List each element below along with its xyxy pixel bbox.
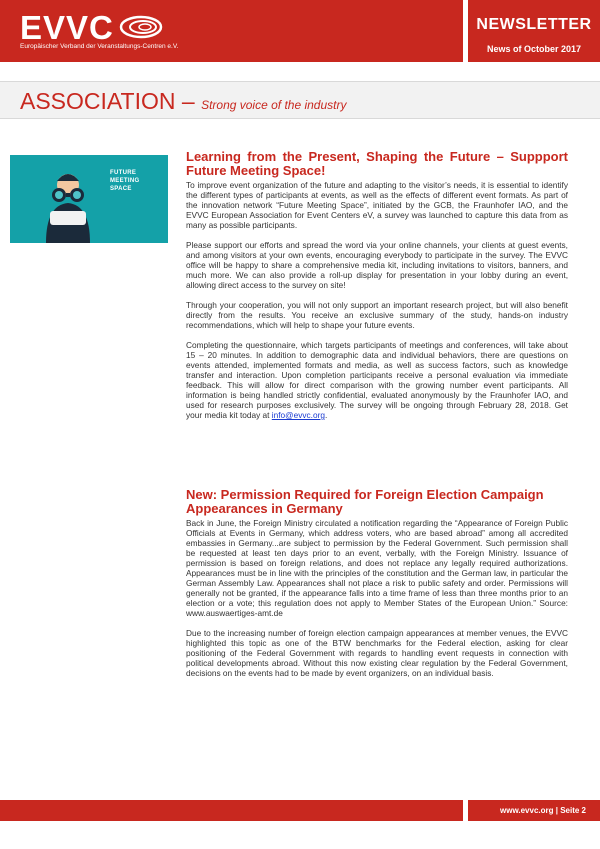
evvc-logo: EVVC: [20, 9, 114, 46]
article-election-campaign: [186, 488, 568, 688]
article-future-meeting-space: [186, 150, 568, 430]
section-band: [0, 81, 600, 119]
hero-caption-line: SPACE: [110, 186, 132, 192]
article-paragraph: To improve event organization of the future and adapting to the visitor’s needs, it is essential to identify the different types of participants at events, as well as the effects of different event formats. As part of the innovation network “Future Meeting Space”, initiated by the GCB, the Fraunhofer IAO, and the EVVC European Association for Event Centers eV, a survey was launched to capture this data from as many as possible participants.: [186, 180, 568, 230]
section-heading: [20, 88, 346, 118]
hero-caption-line: MEETING: [110, 178, 140, 184]
article-title: New: Permission Required for Foreign Election Campaign Appearances in Germany: [186, 487, 544, 516]
footer-page-info: www.evvc.org | Seite 2: [500, 806, 586, 815]
newsletter-title: NEWSLETTER: [476, 16, 592, 33]
logo-swoosh-icon: [118, 14, 164, 40]
header-banner: [0, 0, 463, 62]
footer-box: [468, 800, 600, 821]
section-title: ASSOCIATION –: [20, 88, 195, 114]
email-link[interactable]: info@evvc.org: [271, 410, 325, 420]
article-paragraph-text: Completing the questionnaire, which targets participants of meetings and conferences, will take about 15 – 20 minutes. In addition to demographic data and individual behaviors, there are questions on events attended, implemented formats and media, as well as success factors, such as knowledge transfer and interaction. Upon completion participants receive a personal evaluation via immediate feedback. This will allow for direct comparison with the growing number event participants. All information is being handled strictly confidential, evaluated anonymously by the Fraunhofer IAO, and used for research purposes exclusively. The survey will be ongoing through February 28, 2018. Get your media kit today at: [186, 340, 568, 420]
newsletter-issue: News of October 2017: [486, 44, 582, 54]
article-paragraph: Through your cooperation, you will not only support an important research project, but will also benefit directly from the results. You receive an exclusive summary of the study, hands-on industry recommendations, which will help to shape your future events.: [186, 300, 568, 330]
binoculars-person-icon: [10, 155, 168, 243]
logo-subtitle: Europäischer Verband der Veranstaltungs-Centren e.V.: [20, 43, 179, 50]
future-meeting-space-image: [10, 155, 168, 243]
article-paragraph: Back in June, the Foreign Ministry circulated a notification regarding the “Appearance of Foreign Public Officials at Events in Germany, which address voters, who are based abroad” among all accredited embassies in Germany...are subject to permission by the Federal Government. Such permission shall be requested at least ten days prior to an event, verbally, with the Foreign Ministry. Issuance of permission is based on foreign relations, and does not replace any legally required authorizations. Appearances must be in line with the principles of the constitution and the German law, in particular the German Assembly Law. Appearances shall not place a risk to public safety and order. Permissions will generally not be granted, if the appearance falls into a time frame of less than three months prior to an election or a vote; this regulation does not apply to Member States of the European Union.” Source: www.auswaertiges-amt.de: [186, 518, 568, 618]
section-subtitle: Strong voice of the industry: [201, 98, 347, 112]
article-paragraph: Due to the increasing number of foreign election campaign appearances at member venues, the EVVC highlighted this topic as one of the BTW benchmarks for the Federal election, asking for clear positioning of the Federal Government with regards to handling event requests in connection with political developments abroad. Without this now existing clear regulation by the Federal Government, decisions on the events had to be made by event organizers, on an individual basis.: [186, 628, 568, 678]
footer-bar: [0, 800, 463, 821]
hero-caption-line: FUTURE: [110, 170, 137, 176]
article-title: Learning from the Present, Shaping the Future – Suppport Future Meeting Space!: [186, 149, 568, 178]
newsletter-box: [468, 0, 600, 62]
article-paragraph: Please support our efforts and spread the word via your online channels, your clients at guest events, and among visitors at your own events, encouraging everybody to participate in the survey. The EVVC office will be happy to share a comprehensive media kit, including invitations to visitors, banners, and much more. We can also provide a roll-up display for presentation in your lobby during an event, allowing direct access to the survey on site!: [186, 240, 568, 290]
hero-caption: [110, 169, 139, 193]
email-suffix: .: [324, 410, 328, 420]
article-paragraph: [186, 340, 568, 420]
